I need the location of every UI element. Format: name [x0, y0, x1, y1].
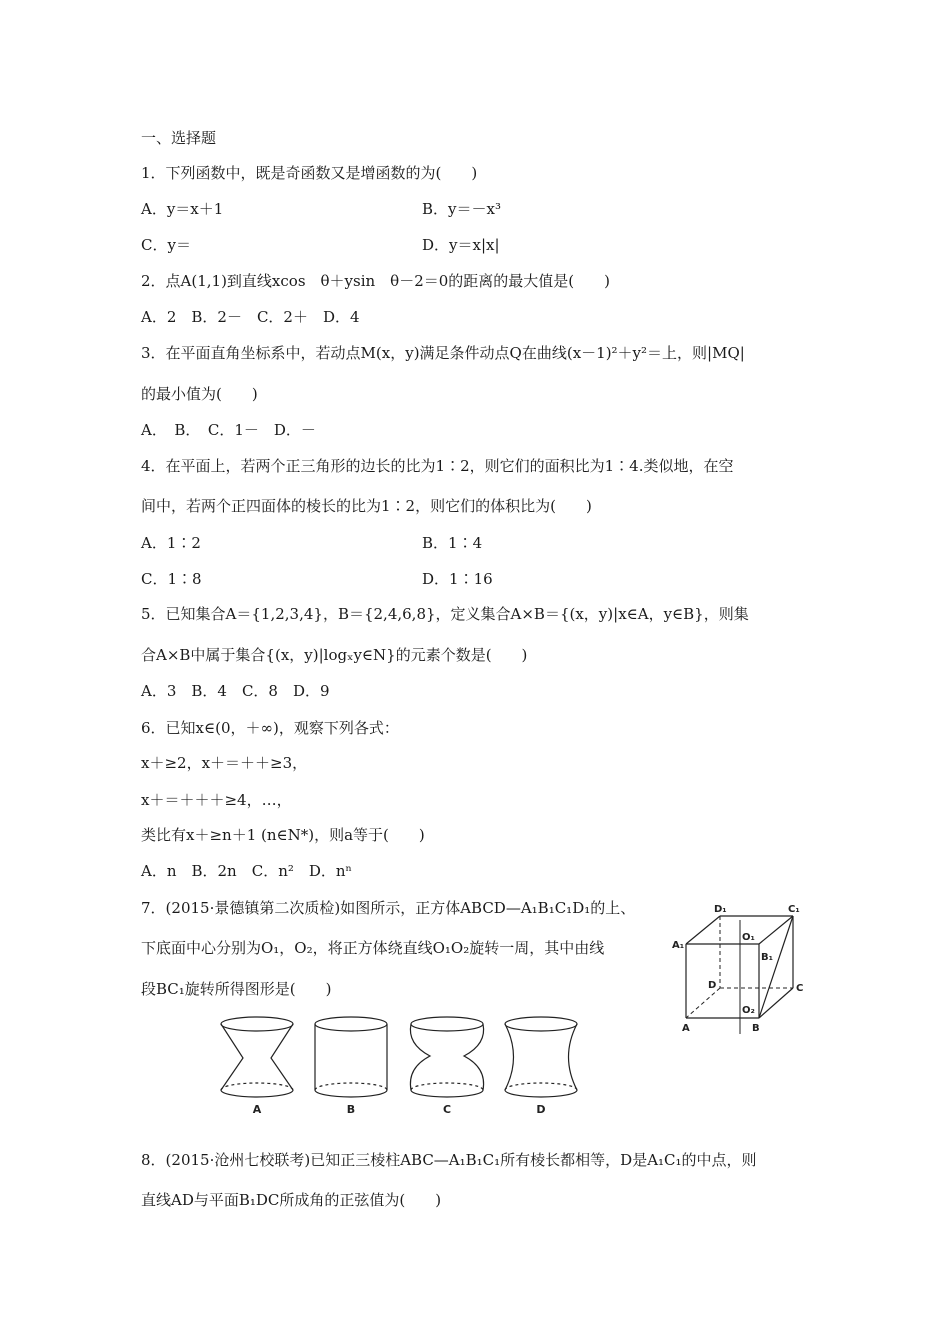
- question-4-stem-line-1: 4．在平面上，若两个正三角形的边长的比为1∶2，则它们的面积比为1∶4.类似地，在空: [141, 457, 734, 475]
- question-2-options: A．2 B．2－ C．2＋ D．4: [141, 308, 360, 326]
- question-4-option-a: A．1∶2: [141, 534, 201, 552]
- question-6-stem-line-2: x＋≥2，x＋＝＋＋≥3，: [141, 754, 308, 772]
- question-1-stem: 1．下列函数中，既是奇函数又是增函数的为( ): [141, 164, 478, 182]
- question-4-option-d: D．1∶16: [422, 570, 493, 588]
- question-8-stem-line-1: 8．(2015·沧州七校联考)已知正三棱柱ABC—A₁B₁C₁所有棱长都相等，D是A₁C₁的中点，则: [141, 1151, 757, 1169]
- cube-label-b: B: [752, 1023, 760, 1034]
- question-2-stem: 2．点A(1,1)到直线xcos θ＋ysin θ－2＝0的距离的最大值是( ): [141, 272, 611, 290]
- question-1-option-b: B．y＝－x³: [422, 200, 501, 218]
- question-3-options: A． B． C．1－ D．－: [141, 421, 316, 439]
- figure-label-d: D: [536, 1103, 546, 1116]
- cube-label-d1: D₁: [714, 904, 727, 915]
- question-1-option-c: C．y＝: [141, 236, 191, 254]
- question-6-options: A．n B．2n C．n² D．nⁿ: [141, 862, 353, 880]
- question-6-stem-line-1: 6．已知x∈(0，＋∞)，观察下列各式：: [141, 719, 399, 737]
- cube-label-b1: B₁: [761, 952, 774, 963]
- question-5-stem-line-2: 合A×B中属于集合{(x，y)|logₓy∈N}的元素个数是( ): [141, 646, 528, 664]
- figure-label-c: C: [442, 1103, 452, 1116]
- question-5-stem-line-1: 5．已知集合A＝{1,2,3,4}，B＝{2,4,6,8}，定义集合A×B＝{(x，y)|x∈A，y∈B}，则集: [141, 605, 749, 623]
- question-4-option-b: B．1∶4: [422, 534, 483, 552]
- cube-label-o2: O₂: [742, 1005, 755, 1016]
- question-6-stem-line-3: x＋＝＋＋＋≥4，…，: [141, 791, 292, 809]
- question-7-stem-line-3: 段BC₁旋转所得图形是( ): [141, 980, 332, 998]
- cube-label-d: D: [708, 980, 717, 991]
- question-4-option-c: C．1∶8: [141, 570, 202, 588]
- question-1-option-d: D．y＝x|x|: [422, 236, 500, 254]
- question-8-stem-line-2: 直线AD与平面B₁DC所成角的正弦值为( ): [141, 1191, 442, 1209]
- figure-label-b: B: [346, 1103, 356, 1116]
- cube-label-c: C: [796, 983, 804, 994]
- cube-label-a: A: [682, 1023, 690, 1034]
- section-title: 一、选择题: [141, 129, 217, 147]
- question-4-stem-line-2: 间中，若两个正四面体的棱长的比为1∶2，则它们的体积比为( ): [141, 497, 592, 515]
- cube-label-a1: A₁: [672, 940, 685, 951]
- figure-label-a: A: [252, 1103, 262, 1116]
- question-1-option-a: A．y＝x＋1: [141, 200, 224, 218]
- cube-figure: [670, 898, 815, 1038]
- cube-label-c1: C₁: [788, 904, 800, 915]
- rotation-figures: [210, 1010, 590, 1120]
- question-3-stem-line-2: 的最小值为( ): [141, 385, 258, 403]
- cube-label-o1: O₁: [742, 932, 755, 943]
- question-7-stem-line-2: 下底面中心分别为O₁，O₂，将正方体绕直线O₁O₂旋转一周，其中由线: [141, 939, 605, 957]
- question-6-stem-line-4: 类比有x＋≥n＋1 (n∈N*)，则a等于( ): [141, 826, 425, 844]
- question-7-stem-line-1: 7．(2015·景德镇第二次质检)如图所示，正方体ABCD—A₁B₁C₁D₁的上、: [141, 899, 636, 917]
- question-3-stem-line-1: 3．在平面直角坐标系中，若动点M(x，y)满足条件动点Q在曲线(x－1)²＋y²＝上，则|MQ|: [141, 344, 745, 362]
- question-5-options: A．3 B．4 C．8 D．9: [141, 682, 330, 700]
